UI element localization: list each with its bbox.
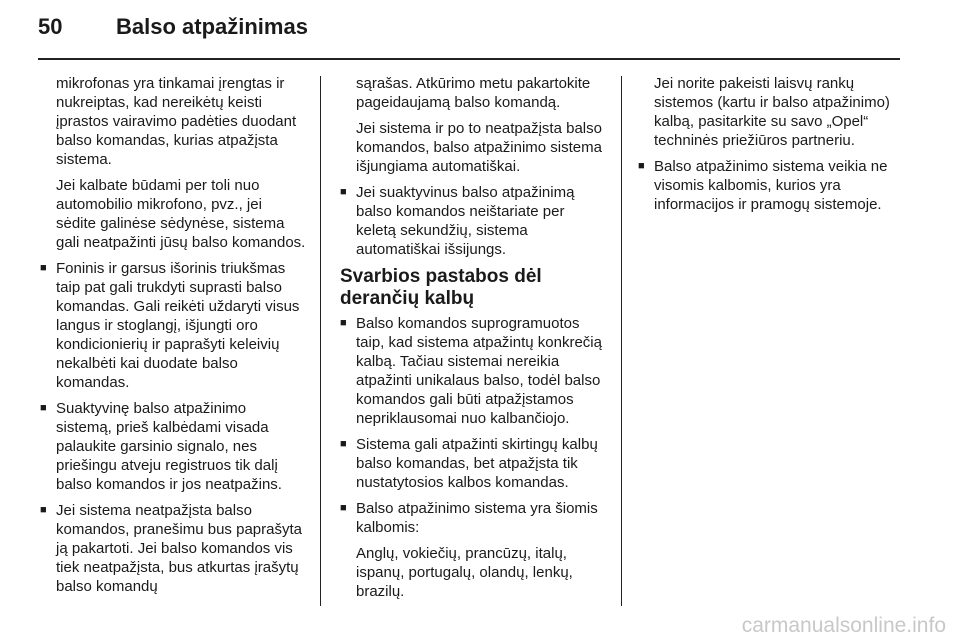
page-header bbox=[38, 14, 308, 48]
column-2 bbox=[340, 74, 606, 608]
section-heading: Svarbios pastabos dėl derančių kalbų bbox=[340, 266, 542, 309]
column-1 bbox=[40, 74, 306, 603]
bullet-item: ■ Foninis ir garsus išorinis triukšmas taip pat gali trukdyti suprasti balso komandas. Gali reikėti uždaryti visus langus ir stoglangį, išjungti oro kondicionierių ir paprašyti keleivių nekalbėti kai duodate balso komandas. bbox=[40, 259, 306, 392]
bullet-item: ■ Balso komandos suprogramuotos taip, kad sistema atpažintų konkrečią kalbą. Tačiau sistemai nereikia atpažinti unikalaus balso, todėl balso komandos gali būti atpažįstamos nepriklausomai nuo kalbančiojo. bbox=[340, 314, 606, 428]
bullet-item: ■ Jei sistema neatpažįsta balso komandos, pranešimu bus paprašyta ją pakartoti. Jei balso komandos vis tiek neatpažįsta, bus atkurtas įrašytų balso komandų bbox=[40, 501, 306, 596]
paragraph: mikrofonas yra tinkamai įrengtas ir nukreiptas, kad nereikėtų keisti įprastos vairavimo padėties duodant balso komandas, kurias atpažįsta sistema. bbox=[56, 75, 297, 168]
column-3 bbox=[638, 74, 904, 221]
paragraph: Anglų, vokiečių, prancūzų, italų, ispanų, portugalų, olandų, lenkų, brazilų. bbox=[356, 545, 573, 600]
bullet-item: ■ Jei suaktyvinus balso atpažinimą balso komandos neištariate per keletą sekundžių, sistema automatiškai išsijungs. bbox=[340, 183, 606, 259]
column-divider-2 bbox=[621, 76, 622, 606]
paragraph: Jei sistema ir po to neatpažįsta balso komandos, balso atpažinimo sistema išjungiama automatiškai. bbox=[356, 120, 602, 175]
paragraph: Jei kalbate būdami per toli nuo automobilio mikrofono, pvz., jei sėdite galinėse sėdynėse, sistema gali neatpažinti jūsų balso komandos. bbox=[56, 177, 306, 251]
bullet-item: ■ Sistema gali atpažinti skirtingų kalbų balso komandas, bet atpažįsta tik nustatytosios kalbos komandas. bbox=[340, 435, 606, 492]
watermark: carmanualsonline.info bbox=[741, 614, 946, 637]
column-divider-1 bbox=[320, 76, 321, 606]
paragraph: sąrašas. Atkūrimo metu pakartokite pageidaujamą balso komandą. bbox=[356, 75, 591, 111]
bullet-item: ■ Suaktyvinę balso atpažinimo sistemą, prieš kalbėdami visada palaukite garsinio signalo, nes priešingu atveju registruos tik dalį balso komandos ir jos neatpažins. bbox=[40, 399, 306, 494]
bullet-item: ■ Balso atpažinimo sistema yra šiomis kalbomis: bbox=[340, 499, 606, 537]
header-rule bbox=[38, 58, 900, 60]
page-title: Balso atpažinimas bbox=[116, 14, 308, 39]
page-number: 50 bbox=[38, 14, 63, 39]
paragraph: Jei norite pakeisti laisvų rankų sistemos (kartu ir balso atpažinimo) kalbą, pasitarkite su savo „Opel“ techninės priežiūros partneriu. bbox=[654, 75, 890, 149]
bullet-item: ■ Balso atpažinimo sistema veikia ne visomis kalbomis, kurios yra informacijos ir pramogų sistemoje. bbox=[638, 157, 904, 214]
